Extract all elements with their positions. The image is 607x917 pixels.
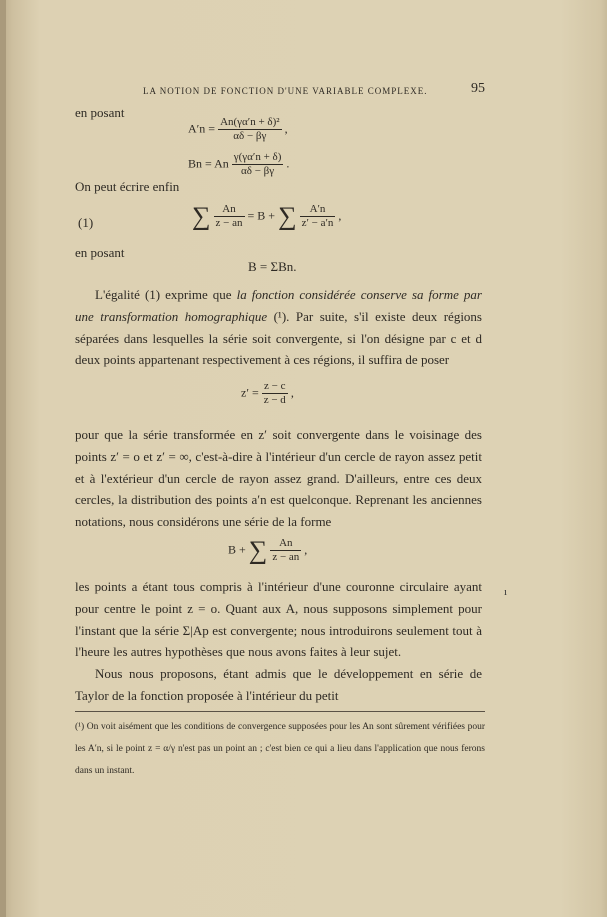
para2-text: pour que la série transformée en z′ soit convergente dans le voisinage des points z′ = o et z′ = ∞, c'est-à-dire à l'intérieur d'un cercle de rayon assez petit et à l'extérieur d'un cercle de rayon assez grand. D'ailleurs, entre ces deux cercles, la distribution des points a′n est quelconque. Reprenant les anciennes notations, nous considérons une série de la forme bbox=[75, 427, 482, 530]
eq-series-denominator: z − an bbox=[272, 551, 300, 563]
para1-start: L'égalité (1) exprime que bbox=[95, 287, 237, 302]
eq-a-prime-lhs: A′n = bbox=[188, 121, 216, 136]
eq-b-numerator: γ(γα′n + δ) bbox=[233, 151, 282, 163]
sigma-symbol: ∑ bbox=[192, 201, 211, 231]
paragraph-2 bbox=[75, 424, 482, 533]
eq-series-end: , bbox=[304, 542, 308, 557]
eq-a-prime-denominator: αδ − βγ bbox=[233, 130, 267, 142]
eq1-denominator-right: z′ − a′n bbox=[301, 217, 334, 229]
eq-z-prime-fraction bbox=[262, 380, 288, 407]
eq1-fraction-right bbox=[300, 203, 336, 230]
eq1-denominator-left: z − an bbox=[215, 217, 243, 229]
eq-b-end: . bbox=[286, 156, 290, 171]
para3-text: les points a étant tous compris à l'intérieur d'une couronne circulaire ayant pour centre le point z = o. Quant aux A, nous supposons simplement pour l'instant que la série Σ|Ap est convergente; nous introduirons seulement tout à l'heure les autres hypothèses que nous avons faites à leur sujet. bbox=[75, 579, 482, 660]
equation-z-prime bbox=[241, 380, 294, 407]
eq1-fraction-left bbox=[214, 203, 245, 230]
page-number: 95 bbox=[471, 81, 485, 96]
eq-series-fraction bbox=[270, 537, 301, 564]
page-gutter-shadow bbox=[0, 0, 6, 917]
eq1-end: , bbox=[338, 208, 342, 223]
eq-z-prime-end: , bbox=[290, 385, 294, 400]
eq-a-prime-end: , bbox=[284, 121, 288, 136]
eq-a-prime-fraction bbox=[218, 116, 282, 143]
running-title: LA NOTION DE FONCTION D'UNE VARIABLE COMPLEXE. bbox=[143, 86, 428, 96]
eq-series-lhs: B + bbox=[228, 542, 246, 557]
text-on-peut: On peut écrire enfin bbox=[75, 179, 180, 194]
eq-b-fraction bbox=[232, 151, 284, 178]
equation-a-prime bbox=[188, 116, 288, 143]
margin-mark: ı bbox=[504, 586, 508, 598]
sigma-symbol: ∑ bbox=[278, 201, 297, 231]
text-en-posant-1: en posant bbox=[75, 105, 125, 120]
eq-series-numerator: An bbox=[270, 537, 301, 551]
text-en-posant-2: en posant bbox=[75, 245, 125, 260]
footnote-rule bbox=[75, 711, 485, 712]
eq1-numerator-left: An bbox=[214, 203, 245, 217]
para4-text: Nous nous proposons, étant admis que le développement en série de Taylor de la fonction proposée à l'intérieur du petit bbox=[75, 666, 482, 703]
eq-b-denominator: αδ − βγ bbox=[241, 165, 275, 177]
para1-emphasis: la fonction considérée conserve sa forme par une transformation homographique bbox=[75, 287, 482, 324]
eq-b-lhs: Bn = An bbox=[188, 156, 229, 171]
sigma-symbol: ∑ bbox=[248, 535, 268, 565]
paragraph-4 bbox=[75, 663, 482, 707]
paragraph-3 bbox=[75, 576, 482, 663]
footnote: (¹) On voit aisément que les conditions de convergence supposées pour les An sont sûrement vérifiées pour les A′n, si le point z = α/γ n'est pas un point an ; c'est bien ce qui a lieu dans l'application que nous ferons dans un instant. bbox=[75, 722, 485, 776]
equation-b-sum: B = ΣBn. bbox=[248, 259, 297, 274]
eq-a-prime-numerator: An(γα′n + δ)² bbox=[220, 116, 280, 128]
eq-z-prime-numerator: z − c bbox=[262, 380, 288, 394]
eq-z-prime-denominator: z − d bbox=[263, 394, 286, 406]
equation-b bbox=[188, 151, 289, 178]
eq-z-prime-lhs: z′ = bbox=[241, 385, 259, 400]
eq1-numerator-right: A′n bbox=[300, 203, 336, 217]
para1-end: (¹). Par suite, s'il existe deux régions séparées dans lesquelles la série soit convergente, si l'on désigne par c et d deux points appartenant respectivement à ces régions, il suffira de poser bbox=[75, 308, 482, 368]
equation-1-label: (1) bbox=[78, 215, 94, 230]
equation-1 bbox=[192, 203, 341, 230]
equation-series bbox=[228, 537, 307, 564]
eq1-middle: = B + bbox=[247, 208, 276, 223]
paragraph-1 bbox=[75, 284, 482, 371]
